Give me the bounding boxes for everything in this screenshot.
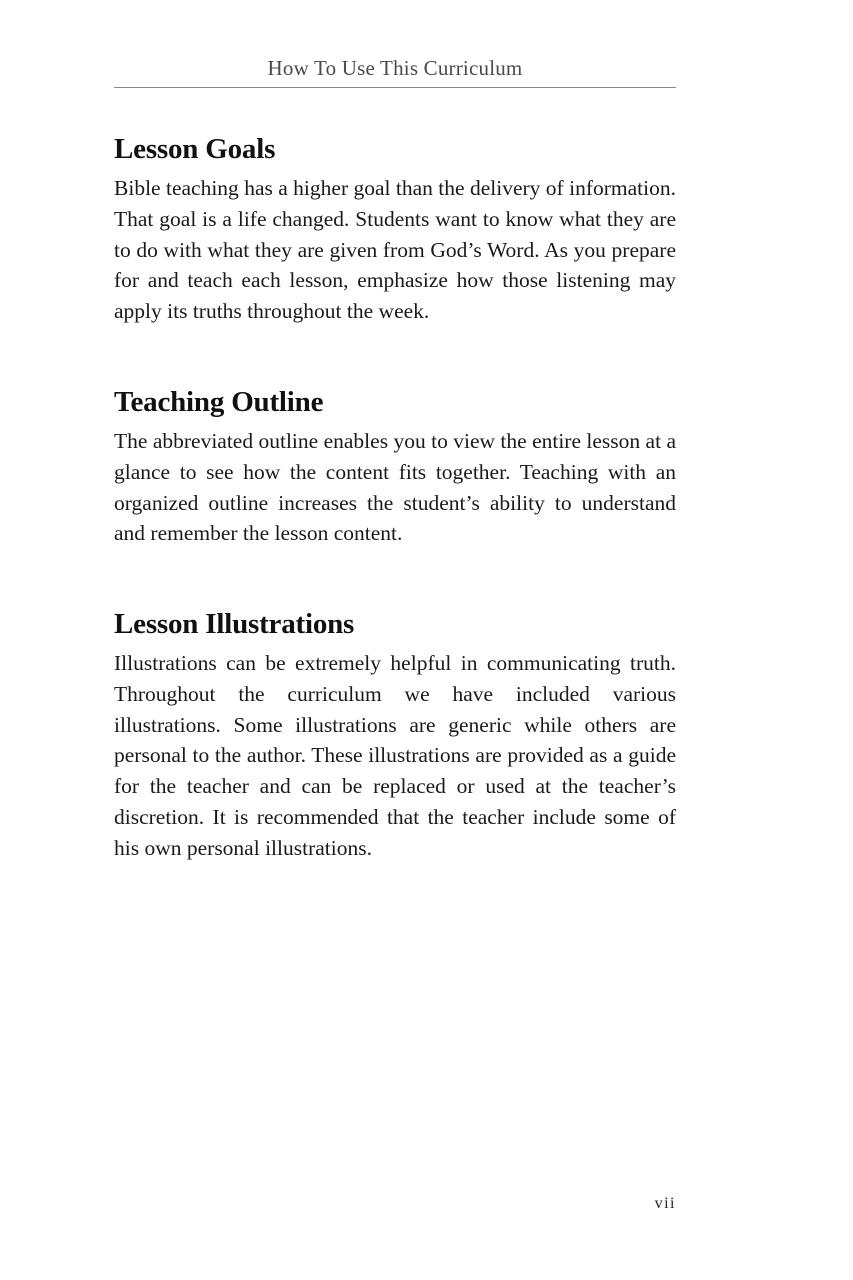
- book-page: [114, 0, 676, 1280]
- section-heading: Lesson Goals: [114, 133, 276, 165]
- section-heading: Lesson Illustrations: [114, 608, 355, 640]
- section-heading: Teaching Outline: [114, 386, 324, 418]
- page-number: vii: [654, 1195, 676, 1212]
- header-rule: [114, 87, 676, 88]
- section-lesson-goals: [114, 131, 676, 327]
- section-body: Illustrations can be extremely helpful in communicating truth. Throughout the curriculum we have included various illustrations. Some illustrations are generic while others are personal to the author. These illustrations are provided as a guide for the teacher and can be replaced or used at the teacher’s discretion. It is recommended that the teacher include some of his own personal illustrations.: [114, 651, 676, 860]
- section-teaching-outline: [114, 384, 676, 549]
- running-header: How To Use This Curriculum: [267, 56, 523, 80]
- section-lesson-illustrations: [114, 606, 676, 864]
- section-body: Bible teaching has a higher goal than the delivery of information. That goal is a life changed. Students want to know what they are to do with what they are given from God’s Word. As you prepare for and teach each lesson, emphasize how those listening may apply its truths throughout the week.: [114, 176, 676, 324]
- section-body: The abbreviated outline enables you to view the entire lesson at a glance to see how the content fits together. Teaching with an organized outline increases the student’s ability to understand and remember the lesson content.: [114, 429, 676, 546]
